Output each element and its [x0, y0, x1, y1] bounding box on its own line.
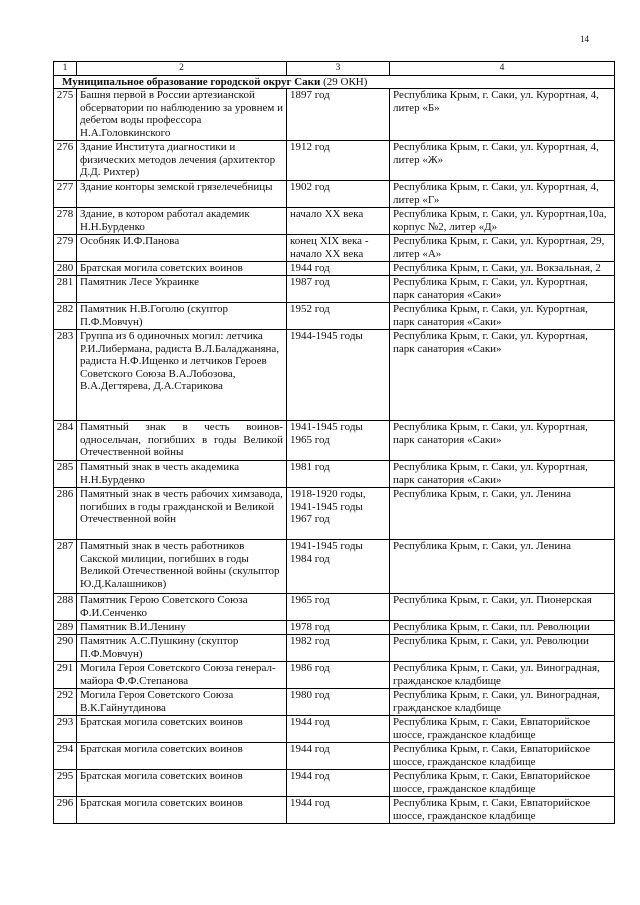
table-row	[54, 689, 615, 716]
object-address: Республика Крым, г. Саки, ул. Вокзальная, 2	[390, 262, 615, 276]
object-date: 1918-1920 годы, 1941-1945 годы 1967 год	[287, 488, 390, 540]
row-number: 289	[54, 621, 77, 635]
object-address: Республика Крым, г. Саки, ул. Курортная,10а, корпус №2, литер «Д»	[390, 208, 615, 235]
table-row	[54, 141, 615, 181]
object-name: Памятник А.С.Пушкину (скуптор П.Ф.Мовчун)	[77, 635, 287, 662]
object-name: Памятный знак в честь воинов-односельчан, погибших в годы Великой Отечественной войны	[77, 421, 287, 461]
object-address: Республика Крым, г. Саки, ул. Революции	[390, 635, 615, 662]
section-title: Муниципальное образование городской округ Саки	[62, 75, 321, 88]
row-number: 292	[54, 689, 77, 716]
object-date: 1986 год	[287, 662, 390, 689]
table-row	[54, 662, 615, 689]
row-number: 287	[54, 540, 77, 594]
object-address: Республика Крым, г. Саки, ул. Курортная, 4, литер «Г»	[390, 181, 615, 208]
object-date: 1965 год	[287, 594, 390, 621]
object-name: Братская могила советских воинов	[77, 262, 287, 276]
object-name: Группа из 6 одиночных могил: летчика Р.И.Либермана, радиста В.Л.Баладжаняна, радиста Н.Ф.Ищенко и летчиков Героев Советского Союза В.А.Лобозова, В.А.Дегтярева, Д.А.Старикова	[77, 330, 287, 421]
object-name: Братская могила советских воинов	[77, 797, 287, 824]
row-number: 283	[54, 330, 77, 421]
object-date: 1912 год	[287, 141, 390, 181]
row-number: 294	[54, 743, 77, 770]
object-date: 1941-1945 годы 1965 год	[287, 421, 390, 461]
object-address: Республика Крым, г. Саки, ул. Курортная, 29, литер «А»	[390, 235, 615, 262]
object-address: Республика Крым, г. Саки, ул. Курортная, 4, литер «Ж»	[390, 141, 615, 181]
object-date: 1944 год	[287, 262, 390, 276]
object-address: Республика Крым, г. Саки, Евпаторийское шоссе, гражданское кладбище	[390, 716, 615, 743]
section-object-count: (29 ОКН)	[323, 75, 368, 88]
table-row	[54, 89, 615, 141]
object-name: Памятник Лесе Украинке	[77, 276, 287, 303]
object-address: Республика Крым, г. Саки, ул. Пионерская	[390, 594, 615, 621]
table-row	[54, 330, 615, 421]
object-date: 1982 год	[287, 635, 390, 662]
row-number: 288	[54, 594, 77, 621]
row-number: 290	[54, 635, 77, 662]
object-date: 1902 год	[287, 181, 390, 208]
object-address: Республика Крым, г. Саки, ул. Курортная, парк санатория «Саки»	[390, 421, 615, 461]
row-number: 293	[54, 716, 77, 743]
object-name: Здание Института диагностики и физических методов лечения (архитектор Д.Д. Рихтер)	[77, 141, 287, 181]
row-number: 286	[54, 488, 77, 540]
object-address: Республика Крым, г. Саки, ул. Виноградная, гражданское кладбище	[390, 662, 615, 689]
object-name: Памятный знак в честь работников Сакской милиции, погибших в годы Великой Отечественной войны (скульптор Ю.Д.Калашников)	[77, 540, 287, 594]
object-name: Памятник Н.В.Гоголю (скуптор П.Ф.Мовчун)	[77, 303, 287, 330]
object-name: Памятный знак в честь рабочих химзавода, погибших в годы гражданской и Великой Отечественной войн	[77, 488, 287, 540]
row-number: 285	[54, 461, 77, 488]
table-row	[54, 235, 615, 262]
object-address: Республика Крым, г. Саки, Евпаторийское шоссе, гражданское кладбище	[390, 797, 615, 824]
row-number: 280	[54, 262, 77, 276]
table-row	[54, 797, 615, 824]
object-date: 1944 год	[287, 770, 390, 797]
object-address: Республика Крым, г. Саки, Евпаторийское шоссе, гражданское кладбище	[390, 770, 615, 797]
column-number: 4	[390, 62, 615, 76]
object-name: Памятник В.И.Ленину	[77, 621, 287, 635]
row-number: 275	[54, 89, 77, 141]
object-name: Памятник Герою Советского Союза Ф.И.Сенченко	[77, 594, 287, 621]
row-number: 281	[54, 276, 77, 303]
table-row	[54, 276, 615, 303]
row-number: 291	[54, 662, 77, 689]
object-name: Здание конторы земской грязелечебницы	[77, 181, 287, 208]
row-number: 277	[54, 181, 77, 208]
section-heading-row	[54, 75, 615, 89]
table-row	[54, 208, 615, 235]
row-number: 296	[54, 797, 77, 824]
row-number: 282	[54, 303, 77, 330]
table-row	[54, 743, 615, 770]
row-number: 295	[54, 770, 77, 797]
object-name: Здание, в котором работал академик Н.Н.Бурденко	[77, 208, 287, 235]
object-name: Братская могила советских воинов	[77, 770, 287, 797]
table-row	[54, 770, 615, 797]
object-name: Башня первой в России артезианской обсерватории по наблюдению за уровнем и дебетом воды профессора Н.А.Головкинского	[77, 89, 287, 141]
table-row	[54, 621, 615, 635]
object-name: Могила Героя Советского Союза генерал-майора Ф.Ф.Степанова	[77, 662, 287, 689]
table-row	[54, 461, 615, 488]
table-row	[54, 635, 615, 662]
object-date: начало XX века	[287, 208, 390, 235]
object-date: 1981 год	[287, 461, 390, 488]
object-date: 1944 год	[287, 743, 390, 770]
table-row	[54, 421, 615, 461]
row-number: 276	[54, 141, 77, 181]
object-name: Братская могила советских воинов	[77, 716, 287, 743]
row-number: 279	[54, 235, 77, 262]
object-name: Памятный знак в честь академика Н.Н.Бурденко	[77, 461, 287, 488]
object-date: 1897 год	[287, 89, 390, 141]
object-date: 1944 год	[287, 716, 390, 743]
column-number: 3	[287, 62, 390, 76]
object-address: Республика Крым, г. Саки, ул. Виноградная, гражданское кладбище	[390, 689, 615, 716]
object-name: Могила Героя Советского Союза В.К.Гайнутдинова	[77, 689, 287, 716]
table-row	[54, 540, 615, 594]
section-heading	[54, 75, 615, 89]
page-number: 14	[580, 34, 589, 44]
object-date: 1941-1945 годы 1984 год	[287, 540, 390, 594]
table-row	[54, 488, 615, 540]
row-number: 284	[54, 421, 77, 461]
column-number: 1	[54, 62, 77, 76]
object-address: Республика Крым, г. Саки, пл. Революции	[390, 621, 615, 635]
table-row	[54, 303, 615, 330]
table-row	[54, 716, 615, 743]
object-address: Республика Крым, г. Саки, ул. Ленина	[390, 488, 615, 540]
object-address: Республика Крым, г. Саки, ул. Курортная, парк санатория «Саки»	[390, 461, 615, 488]
row-number: 278	[54, 208, 77, 235]
column-number-row	[54, 62, 615, 76]
object-address: Республика Крым, г. Саки, ул. Курортная, парк санатория «Саки»	[390, 330, 615, 421]
object-address: Республика Крым, г. Саки, Евпаторийское шоссе, гражданское кладбище	[390, 743, 615, 770]
object-address: Республика Крым, г. Саки, ул. Ленина	[390, 540, 615, 594]
table-row	[54, 181, 615, 208]
object-date: 1987 год	[287, 276, 390, 303]
object-name: Братская могила советских воинов	[77, 743, 287, 770]
table-row	[54, 262, 615, 276]
monuments-table	[53, 61, 615, 824]
object-address: Республика Крым, г. Саки, ул. Курортная, парк санатория «Саки»	[390, 276, 615, 303]
object-date: 1944 год	[287, 797, 390, 824]
object-date: 1944-1945 годы	[287, 330, 390, 421]
object-date: 1980 год	[287, 689, 390, 716]
object-name: Особняк И.Ф.Панова	[77, 235, 287, 262]
object-date: конец XIX века - начало XX века	[287, 235, 390, 262]
object-address: Республика Крым, г. Саки, ул. Курортная, парк санатория «Саки»	[390, 303, 615, 330]
table-row	[54, 594, 615, 621]
object-address: Республика Крым, г. Саки, ул. Курортная, 4, литер «Б»	[390, 89, 615, 141]
column-number: 2	[77, 62, 287, 76]
object-date: 1978 год	[287, 621, 390, 635]
object-date: 1952 год	[287, 303, 390, 330]
